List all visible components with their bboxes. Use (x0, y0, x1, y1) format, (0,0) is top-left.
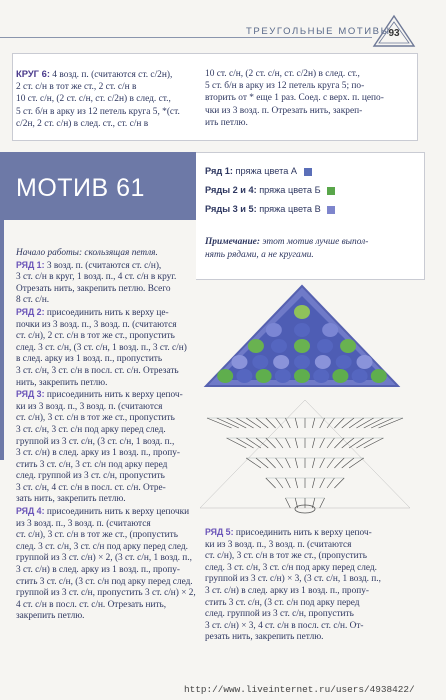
stitch-symbol (312, 418, 314, 428)
row4-line-4: след. 3 ст. с/н, 3 ст. с/н под арку перед след. (16, 541, 188, 552)
yarn-cluster (236, 369, 252, 383)
round6-left-column (16, 68, 196, 130)
stitch-symbol (320, 498, 325, 508)
side-strip (0, 220, 4, 460)
row4-line-10: закрепить петлю. (16, 611, 85, 622)
round6-right-line-3: вторить от * еще 1 раз. Соед. с верх. п. цепо- (205, 93, 384, 104)
row5-label: РЯД 5: (205, 527, 234, 537)
stitch-symbol (327, 438, 334, 448)
round6-line-5: с/2н, 2 ст. с/н) в след. ст., ст. с/н в (16, 118, 149, 129)
row3-line-10: зать нить, закрепить петлю. (16, 494, 126, 505)
yarn-cluster (294, 323, 310, 337)
yarn-cluster (217, 369, 233, 383)
row3-line-1: РЯД 3: присоединить нить к верху цепоч- (16, 389, 183, 401)
yarn-c-swatch (327, 206, 335, 214)
yarn-row-3-label: Ряды 3 и 5: (205, 204, 257, 214)
row3-line-6: 3 ст. с/н) в след. арку из 1 возд. п., пропу- (16, 448, 180, 459)
yarn-row-1-label: Ряд 1: (205, 166, 233, 176)
row3-line-4: 3 ст. с/н, 3 ст. с/н под арку перед след. (16, 424, 166, 435)
header-rule (0, 37, 372, 38)
stitch-symbol (246, 438, 261, 448)
stitch-symbol (364, 438, 384, 448)
stitch-symbol (356, 418, 373, 428)
motif-photo (202, 282, 402, 392)
note-line-2: нять рядами, а не кругами. (205, 250, 314, 260)
yarn-b-swatch (327, 187, 335, 195)
stitch-symbol (295, 478, 297, 488)
stitch-symbol (285, 438, 290, 448)
yarn-row-2-label: Ряды 2 и 4: (205, 185, 257, 195)
row4-line-1: РЯД 4: присоединить нить к верху цепочки (16, 506, 190, 518)
yarn-cluster (313, 369, 329, 383)
motif-title: МОТИВ 61 (16, 174, 145, 202)
row1-line-4: 8 ст. с/н. (16, 295, 50, 306)
row4-line-9: 4 ст. с/н в посл. ст. с/н. Отрезать нить, (16, 599, 167, 610)
yarn-cluster (231, 355, 247, 369)
row4-line-2: из 3 возд. п., 3 возд. п. (считаются (16, 518, 151, 529)
row2-line-5: в след. арку из 1 возд. п., пропустить (16, 354, 163, 365)
yarn-cluster (273, 355, 289, 369)
stitch-symbol (295, 418, 297, 428)
row2-line-2: почки из 3 возд. п., 3 возд. п. (считаются (16, 319, 177, 330)
row5-line-5: группой из 3 ст. с/н) × 3, (3 ст. с/н, 1 возд. п., (205, 574, 381, 585)
row4-line-5: группой из 3 ст. с/н) × 2, (3 ст. с/н, 1 возд. п., (16, 553, 192, 564)
row1-line-1: РЯД 1: 3 возд. п. (считаются ст. с/н), (16, 259, 162, 271)
section-title: ТРЕУГОЛЬНЫЕ МОТИВЫ (246, 26, 391, 37)
row3-line-3: ст. с/н), 3 ст. с/н в тот же ст., пропустить (16, 413, 175, 424)
row3-line-7: стить 3 ст. с/н, 3 ст. с/н под арку перед (16, 459, 168, 470)
round6-line-2: 2 ст. с/н в тот же ст., 2 ст. с/н в (16, 82, 137, 93)
note-label: Примечание: (205, 237, 260, 247)
yarn-cluster (352, 369, 368, 383)
stitch-symbol (320, 438, 325, 448)
round6-right-line-2: 5 ст. б/н в арку из 12 петель круга 5; по- (205, 81, 365, 92)
stitch-symbol (285, 498, 290, 508)
yarn-cluster (336, 355, 352, 369)
row5-line-8: след. группой из 3 ст. с/н, пропустить (205, 609, 354, 620)
stitch-symbol (256, 418, 268, 428)
row3-line-9: 3 ст. с/н, 4 ст. с/н в посл. ст. с/н. Отре- (16, 482, 166, 493)
row1-label: РЯД 1: (16, 259, 45, 270)
row2-line-7: нить, закрепить петлю. (16, 377, 108, 388)
yarn-cluster (371, 369, 387, 383)
stitch-symbol (266, 438, 276, 448)
yarn-cluster (256, 369, 272, 383)
stitch-symbol (266, 478, 276, 488)
stitch-symbol (312, 458, 314, 468)
crochet-chart (196, 396, 414, 520)
yarn-cluster (271, 339, 287, 353)
yarn-row-2-text: пряжа цвета Б (259, 185, 321, 195)
stitch-symbol (266, 418, 276, 428)
yarn-cluster (357, 355, 373, 369)
row5-line-10: резать нить, закрепить петлю. (205, 632, 324, 643)
yarn-row-3 (205, 204, 335, 214)
row4-label: РЯД 4: (16, 506, 45, 517)
instructions-column (16, 248, 196, 623)
stitch-symbol (334, 418, 344, 428)
row3-line-8: след. группой из 3 ст. с/н, пропустить (16, 471, 165, 482)
row5-line-1: РЯД 5: присоединить нить к верху цепоч- (205, 527, 372, 538)
row2-line-4: след. 3 ст. с/н, (3 ст. с/н, 1 возд. п., 3 ст. с/н) (16, 342, 187, 353)
yarn-row-2 (205, 185, 335, 195)
row5-line-2: ки из 3 возд. п., 3 возд. п. (считаются (205, 539, 352, 550)
row3-label: РЯД 3: (16, 389, 45, 400)
stitch-symbol (295, 438, 297, 448)
round6-label: КРУГ 6: (16, 68, 50, 79)
yarn-cluster (294, 355, 310, 369)
stitch-symbol (276, 458, 283, 468)
yarn-cluster (252, 355, 268, 369)
stitch-symbol (349, 418, 364, 428)
row4-line-6: 3 ст. с/н) в след. арку из 1 возд. п., пропу- (16, 565, 180, 576)
stitch-symbol (276, 478, 283, 488)
round6-right-line-1: 10 ст. с/н, (2 ст. с/н, ст. с/2н) в след. ст., (205, 69, 360, 79)
stitch-symbol (236, 438, 253, 448)
round6-line-1: КРУГ 6: 4 возд. п. (считаются ст. с/2н), (16, 68, 173, 80)
stitch-symbol (320, 478, 325, 488)
row4-line-3: ст. с/н), 3 ст. с/н в тот же ст., (пропустить (16, 530, 178, 541)
watermark-url: http://www.liveinternet.ru/users/4938422/ (184, 684, 415, 695)
yarn-cluster (317, 339, 333, 353)
round6-right-line-4: чки из 3 возд. п. Отрезать нить, закреп- (205, 105, 363, 116)
note-line-1: Примечание: этот мотив лучше выпол- (205, 237, 369, 247)
row5-line-4: след. 3 ст. с/н, 3 ст. с/н под арку перед след. (205, 562, 377, 573)
yarn-cluster (275, 369, 291, 383)
stitch-symbol (246, 458, 261, 468)
stitch-symbol (342, 418, 354, 428)
stitch-symbol (227, 418, 247, 428)
stitch-symbol (356, 438, 373, 448)
row1-line-3: Отрезать нить, закрепить петлю. Всего (16, 283, 171, 294)
row3-line-5: группой из 3 ст. с/н, (3 ст. с/н, 1 возд. п., (16, 436, 175, 447)
stitch-symbol (266, 458, 276, 468)
row4-line-8: группой из 3 ст. с/н, пропустить 3 ст. с/н) × 2, (16, 588, 196, 599)
yarn-cluster (332, 369, 348, 383)
stitch-symbol (276, 438, 283, 448)
page-number: 93 (388, 28, 400, 39)
stitch-symbol (312, 478, 314, 488)
yarn-cluster (248, 339, 264, 353)
yarn-cluster (294, 339, 310, 353)
row5-line-9: 3 ст. с/н) × 3, 4 ст. с/н в посл. ст. с/н. От- (205, 620, 364, 631)
stitch-symbol (285, 418, 290, 428)
yarn-cluster (266, 323, 282, 337)
round6-right-column (205, 68, 393, 129)
yarn-cluster (315, 355, 331, 369)
stitch-symbol (295, 458, 297, 468)
stitch-symbol (285, 458, 290, 468)
yarn-cluster (340, 339, 356, 353)
note (205, 236, 421, 262)
yarn-a-swatch (304, 168, 312, 176)
row1-line-2: 3 ст. с/н в круг, 1 возд. п., 4 ст. с/н в круг. (16, 272, 177, 283)
stitch-symbol (236, 418, 253, 428)
yarn-cluster (322, 323, 338, 337)
stitch-symbol (327, 478, 334, 488)
row5-line-6: 3 ст. с/н) в след. арку из 1 возд. п., пропу- (205, 585, 369, 596)
yarn-row-3-text: пряжа цвета В (259, 204, 321, 214)
row2-line-3: ст. с/н), 2 ст. с/н в тот же ст., пропустить (16, 331, 175, 342)
stitch-symbol (320, 458, 325, 468)
stitch-symbol (334, 458, 344, 468)
row5-line-3: ст. с/н), 3 ст. с/н в тот же ст., (пропустить (205, 551, 367, 562)
stitch-symbol (320, 418, 325, 428)
stitch-symbol (327, 458, 334, 468)
yarn-row-1 (205, 166, 312, 176)
yarn-cluster (294, 305, 310, 319)
stitch-symbol (227, 438, 247, 448)
yarn-cluster (294, 369, 310, 383)
row2-line-6: 3 ст. с/н, 3 ст. с/н в посл. ст. с/н. Отрезать (16, 365, 179, 376)
round6-line-4: 5 ст. б/н в арку из 12 петель круга 5, *(ст. (16, 106, 180, 117)
stitch-symbol (246, 418, 261, 428)
page-header (0, 0, 446, 50)
stitch-symbol (342, 458, 354, 468)
stitch-symbol (312, 438, 314, 448)
round6-right-line-5: ить петлю. (205, 117, 248, 128)
stitch-symbol (256, 458, 268, 468)
yarn-row-1-text: пряжа цвета А (235, 166, 297, 176)
start-instruction: Начало работы: скользящая петля. (16, 248, 158, 258)
stitch-symbol (334, 438, 344, 448)
row5-line-7: стить 3 ст. с/н, (3 ст. с/н под арку перед (205, 597, 360, 608)
stitch-symbol (349, 458, 364, 468)
row2-label: РЯД 2: (16, 306, 45, 317)
round6-line-3: 10 ст. с/н, (2 ст. с/н, ст. с/2н) в след. ст., (16, 94, 171, 105)
row5-column (205, 527, 421, 644)
stitch-symbol (349, 438, 364, 448)
stitch-symbol (364, 418, 384, 428)
row4-line-7: стить 3 ст. с/н, (3 ст. с/н под арку перед след. (16, 576, 193, 587)
stitch-symbol (334, 478, 344, 488)
stitch-symbol (285, 478, 290, 488)
row3-line-2: ки из 3 возд. п., 3 возд. п. (считаются (16, 401, 163, 412)
row2-line-1: РЯД 2: присоединить нить к верху це- (16, 306, 169, 318)
